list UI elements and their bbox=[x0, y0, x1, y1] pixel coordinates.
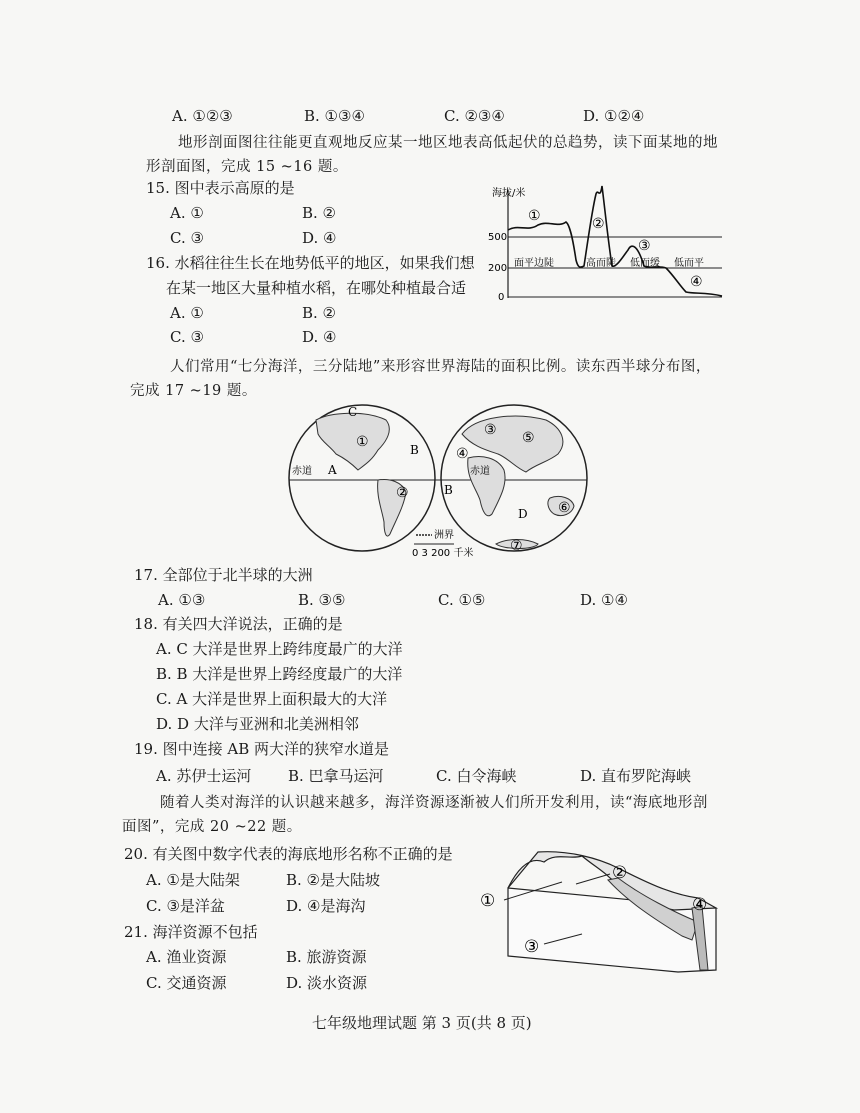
q17-stem: 17. 全部位于北半球的大洲 bbox=[134, 566, 313, 584]
q20-option-b: B. ②是大陆坡 bbox=[286, 871, 381, 889]
seabed-num-4: ④ bbox=[692, 895, 708, 915]
q21-stem: 21. 海洋资源不包括 bbox=[124, 923, 258, 941]
continent-num-2: ② bbox=[396, 485, 409, 501]
q15-option-d: D. ④ bbox=[302, 229, 337, 247]
north-america-shape bbox=[316, 413, 389, 470]
equator-label-east: 赤道 bbox=[470, 466, 490, 477]
ocean-label-a: A bbox=[328, 463, 337, 477]
seabed-profile-figure bbox=[478, 848, 738, 976]
continent-num-6: ⑥ bbox=[558, 500, 571, 516]
q17-option-c: C. ①⑤ bbox=[438, 591, 486, 609]
q15-option-b: B. ② bbox=[302, 204, 337, 222]
intro-15-16-line2: 形剖面图，完成 15 ~16 题。 bbox=[146, 159, 348, 175]
profile-ylabel: 海拔/米 bbox=[492, 188, 526, 199]
profile-tick-0: 0 bbox=[498, 292, 505, 303]
profile-seg-2: 高而陡 bbox=[586, 258, 616, 269]
q15-stem: 15. 图中表示高原的是 bbox=[146, 179, 295, 197]
legend-boundary-label: 洲界 bbox=[434, 530, 454, 541]
page-footer: 七年级地理试题 第 3 页(共 8 页) bbox=[312, 1014, 532, 1032]
profile-num-2: ② bbox=[592, 216, 605, 232]
intro-20-22-line1: 随着人类对海洋的认识越来越多，海洋资源逐渐被人们所开发利用，读“海底地形剖 bbox=[160, 795, 708, 811]
seabed-num-1: ① bbox=[480, 891, 496, 911]
hemisphere-map-figure bbox=[286, 402, 596, 562]
q18-option-d: D. D 大洋与亚洲和北美洲相邻 bbox=[156, 715, 359, 733]
q14-option-d: D. ①②④ bbox=[583, 107, 645, 125]
ocean-label-b-east: B bbox=[444, 483, 453, 497]
q21-option-b: B. 旅游资源 bbox=[286, 948, 367, 966]
q17-option-d: D. ①④ bbox=[580, 591, 628, 609]
q18-option-b: B. B 大洋是世界上跨经度最广的大洋 bbox=[156, 665, 403, 683]
continent-num-4: ④ bbox=[456, 446, 469, 462]
q16-option-b: B. ② bbox=[302, 304, 337, 322]
continent-num-7: ⑦ bbox=[510, 538, 523, 554]
profile-tick-500: 500 bbox=[488, 232, 508, 243]
q20-option-d: D. ④是海沟 bbox=[286, 897, 366, 915]
seabed-num-2: ② bbox=[612, 863, 628, 883]
q14-option-a: A. ①②③ bbox=[172, 107, 233, 125]
q16-stem-line1: 16. 水稻往往生长在地势低平的地区，如果我们想 bbox=[146, 254, 475, 272]
q19-option-c: C. 白令海峡 bbox=[436, 767, 517, 785]
equator-label-west: 赤道 bbox=[292, 466, 312, 477]
profile-seg-4: 低而平 bbox=[674, 258, 704, 269]
continent-num-3: ③ bbox=[484, 422, 497, 438]
intro-20-22-line2: 面图”，完成 20 ~22 题。 bbox=[122, 819, 302, 835]
continent-num-5: ⑤ bbox=[522, 430, 535, 446]
q15-option-a: A. ① bbox=[170, 204, 204, 222]
q16-option-c: C. ③ bbox=[170, 328, 204, 346]
q20-stem: 20. 有关图中数字代表的海底地形名称不正确的是 bbox=[124, 845, 453, 863]
profile-num-3: ③ bbox=[638, 238, 651, 254]
profile-seg-1: 面平边陡 bbox=[514, 258, 554, 269]
intro-17-19-line1: 人们常用“七分海洋，三分陆地”来形容世界海陆的面积比例。读东西半球分布图， bbox=[170, 359, 711, 375]
q20-option-a: A. ①是大陆架 bbox=[146, 871, 240, 889]
q20-option-c: C. ③是洋盆 bbox=[146, 897, 225, 915]
profile-num-4: ④ bbox=[690, 274, 703, 290]
q19-stem: 19. 图中连接 AB 两大洋的狭窄水道是 bbox=[134, 740, 390, 758]
q21-option-d: D. 淡水资源 bbox=[286, 974, 368, 992]
q19-option-d: D. 直布罗陀海峡 bbox=[580, 767, 692, 785]
q14-option-c: C. ②③④ bbox=[444, 107, 505, 125]
profile-seg-3: 低而缓 bbox=[630, 258, 660, 269]
seabed-num-3: ③ bbox=[524, 937, 540, 957]
ocean-label-c: C bbox=[348, 405, 358, 419]
q18-stem: 18. 有关四大洋说法，正确的是 bbox=[134, 615, 343, 633]
q15-option-c: C. ③ bbox=[170, 229, 204, 247]
q19-option-b: B. 巴拿马运河 bbox=[288, 767, 384, 785]
q18-option-c: C. A 大洋是世界上面积最大的大洋 bbox=[156, 690, 388, 708]
q21-option-c: C. 交通资源 bbox=[146, 974, 227, 992]
q19-option-a: A. 苏伊士运河 bbox=[156, 767, 252, 785]
profile-tick-200: 200 bbox=[488, 263, 508, 274]
q16-option-a: A. ① bbox=[170, 304, 204, 322]
q16-stem-line2: 在某一地区大量种植水稻，在哪处种植最合适 bbox=[166, 279, 467, 297]
q14-option-b: B. ①③④ bbox=[304, 107, 365, 125]
scale-label: 0 3 200 千米 bbox=[412, 548, 474, 559]
q21-option-a: A. 渔业资源 bbox=[146, 948, 227, 966]
q18-option-a: A. C 大洋是世界上跨纬度最广的大洋 bbox=[156, 640, 403, 658]
profile-num-1: ① bbox=[528, 208, 541, 224]
continent-num-1: ① bbox=[356, 434, 369, 450]
seabed-pointer-2 bbox=[576, 874, 610, 884]
q17-option-a: A. ①③ bbox=[158, 591, 206, 609]
intro-15-16-line1: 地形剖面图往往能更直观地反应某一地区地表高低起伏的总趋势，读下面某地的地 bbox=[178, 135, 718, 151]
ocean-label-b-west: B bbox=[410, 443, 419, 457]
ocean-label-d: D bbox=[518, 507, 528, 521]
terrain-profile-figure bbox=[488, 180, 728, 305]
q16-option-d: D. ④ bbox=[302, 328, 337, 346]
q17-option-b: B. ③⑤ bbox=[298, 591, 346, 609]
intro-17-19-line2: 完成 17 ~19 题。 bbox=[130, 383, 257, 399]
